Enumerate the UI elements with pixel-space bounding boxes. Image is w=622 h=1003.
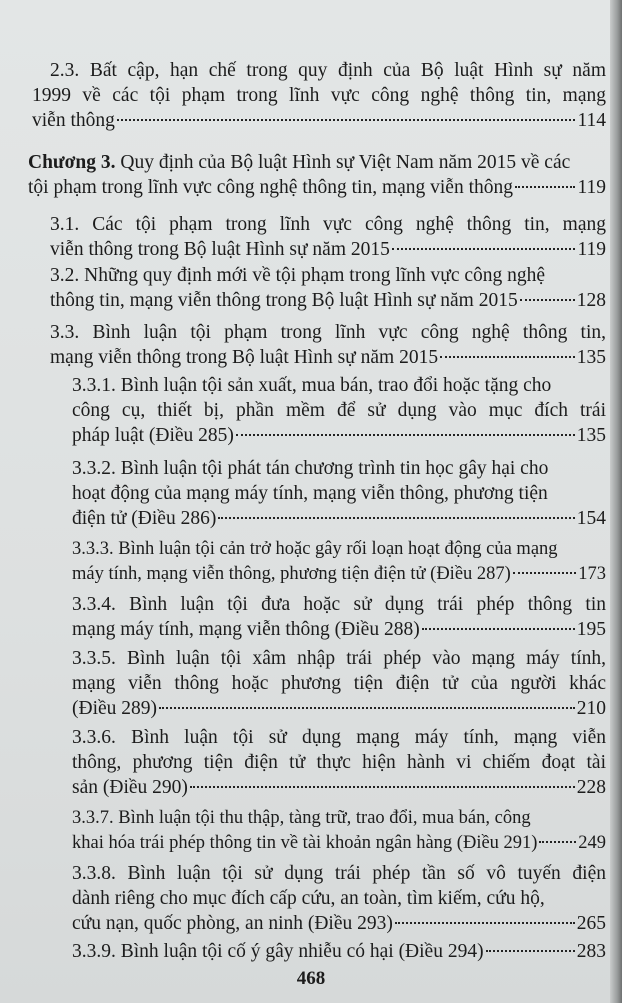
page-ref: 265 [576,913,606,934]
toc-line-chapter [28,150,606,175]
toc-line: 3.1. Các tội phạm trong lĩnh vực công nghệ thông tin, mạng [50,214,606,235]
toc-line: 2.3. Bất cập, hạn chế trong quy định của Bộ luật Hình sự năm [50,60,606,81]
toc-line: 3.3.7. Bình luận tội thu thập, tàng trữ, trao đổi, mua bán, công [72,808,531,828]
toc-leader-row [72,696,606,721]
toc-entry-3-3-3 [72,537,606,587]
toc-leader-row [72,939,606,964]
toc-last-line: 3.3.9. Bình luận tội cố ý gây nhiễu có hại (Điều 294) [72,941,484,962]
dot-leader [218,517,574,519]
page-ref: 228 [576,777,606,798]
dot-leader [515,186,575,188]
toc-entry-3-3 [50,320,606,370]
toc-leader-row [72,423,606,448]
dot-leader [513,572,576,574]
toc-line: 1999 về các tội phạm trong lĩnh vực công nghệ thông tin, mạng [32,85,606,106]
toc-leader-row [50,345,606,370]
toc-last-line: khai hóa trái phép thông tin về tài khoản ngân hàng (Điều 291) [72,833,538,853]
toc-line: 3.3.2. Bình luận tội phát tán chương trình tin học gây hại cho [72,458,549,479]
toc-line: 3.3.6. Bình luận tội sử dụng mạng máy tính, mạng viễn [72,727,606,748]
dot-leader [392,248,576,250]
page-number: 468 [296,968,326,989]
toc-leader-row [28,175,606,200]
page-ref: 119 [577,239,606,260]
toc-last-line: sản (Điều 290) [72,777,188,798]
toc-entry-3-3-1 [72,373,606,448]
toc-last-line: mạng máy tính, mạng viễn thông (Điều 288) [72,619,420,640]
toc-leader-row [50,288,606,313]
toc-leader-row [72,562,606,587]
toc-entry-3-2 [50,263,606,313]
page-ref: 135 [576,347,606,368]
dot-leader [159,707,575,709]
toc-last-line: tội phạm trong lĩnh vực công nghệ thông tin, mạng viễn thông [28,177,514,198]
dot-leader [539,841,576,843]
toc-last-line: mạng viễn thông trong Bộ luật Hình sự năm 2015 [50,347,439,368]
toc-last-line: viễn thông [32,110,115,131]
toc-entry-3-3-5 [72,646,606,721]
toc-leader-row [72,831,606,856]
toc-leader-row [50,237,606,262]
toc-leader-row [72,617,606,642]
toc-leader-row [72,775,606,800]
dot-leader [520,299,575,301]
toc-line: công cụ, thiết bị, phần mềm để sử dụng vào mục đích trái [72,400,606,421]
toc-entry-2-3 [32,58,606,133]
toc-leader-row [32,108,606,133]
toc-last-line: viễn thông trong Bộ luật Hình sự năm 2015 [50,239,390,260]
page-ref: 128 [576,290,606,311]
toc-entry-3-3-2 [72,456,606,531]
toc-line: 3.3.3. Bình luận tội cản trở hoặc gây rối loạn hoạt động của mạng [72,539,558,559]
chapter-title-rest: Quy định của Bộ luật Hình sự Việt Nam năm 2015 về các [120,152,571,173]
dot-leader [486,950,575,952]
dot-leader [440,356,575,358]
dot-leader [190,786,575,788]
page-ref: 283 [576,941,606,962]
toc-leader-row [72,506,606,531]
toc-entry-3-3-4 [72,592,606,642]
toc-line: mạng viễn thông hoặc phương tiện điện tử của người khác [72,673,606,694]
dot-leader [117,119,576,121]
toc-entry-3-3-9 [72,939,606,964]
page-ref: 195 [576,619,606,640]
page-ref: 210 [576,698,606,719]
dot-leader [395,922,575,924]
toc-last-line: cứu nạn, quốc phòng, an ninh (Điều 293) [72,913,393,934]
toc-line: 3.3.1. Bình luận tội sản xuất, mua bán, trao đổi hoặc tặng cho [72,375,552,396]
toc-entry-3-1 [50,212,606,262]
chapter-label: Chương 3. [28,152,116,173]
page-ref: 114 [577,110,606,131]
dot-leader [236,434,575,436]
toc-last-line: thông tin, mạng viễn thông trong Bộ luật Hình sự năm 2015 [50,290,518,311]
toc-last-line: pháp luật (Điều 285) [72,425,234,446]
toc-entry-chapter-3 [28,150,606,200]
toc-line: 3.3.5. Bình luận tội xâm nhập trái phép vào mạng máy tính, [72,648,606,669]
page-ref: 154 [576,508,606,529]
toc-last-line: (Điều 289) [72,698,158,719]
toc-line: 3.3.4. Bình luận tội đưa hoặc sử dụng trái phép thông tin [72,594,606,615]
page-ref: 135 [576,425,606,446]
page-ref: 173 [578,564,606,584]
toc-line: dành riêng cho mục đích cấp cứu, an toàn, tìm kiếm, cứu hộ, [72,888,545,909]
book-spine-shadow [610,0,622,1003]
dot-leader [422,628,575,630]
page-ref: 119 [577,177,606,198]
toc-last-line: điện tử (Điều 286) [72,508,217,529]
toc-line: 3.3. Bình luận tội phạm trong lĩnh vực công nghệ thông tin, [50,322,606,343]
toc-leader-row [72,911,606,936]
toc-line: thông, phương tiện điện tử thực hiện hành vi chiếm đoạt tài [72,752,606,773]
toc-line: 3.3.8. Bình luận tội sử dụng trái phép tần số vô tuyến điện [72,863,606,884]
toc-entry-3-3-6 [72,725,606,800]
toc-line: 3.2. Những quy định mới về tội phạm trong lĩnh vực công nghệ [50,265,546,286]
toc-entry-3-3-7 [72,806,606,856]
page-ref: 249 [578,833,606,853]
toc-entry-3-3-8 [72,861,606,936]
toc-last-line: máy tính, mạng viễn thông, phương tiện điện tử (Điều 287) [72,564,511,584]
toc-line: hoạt động của mạng máy tính, mạng viễn thông, phương tiện [72,483,548,504]
